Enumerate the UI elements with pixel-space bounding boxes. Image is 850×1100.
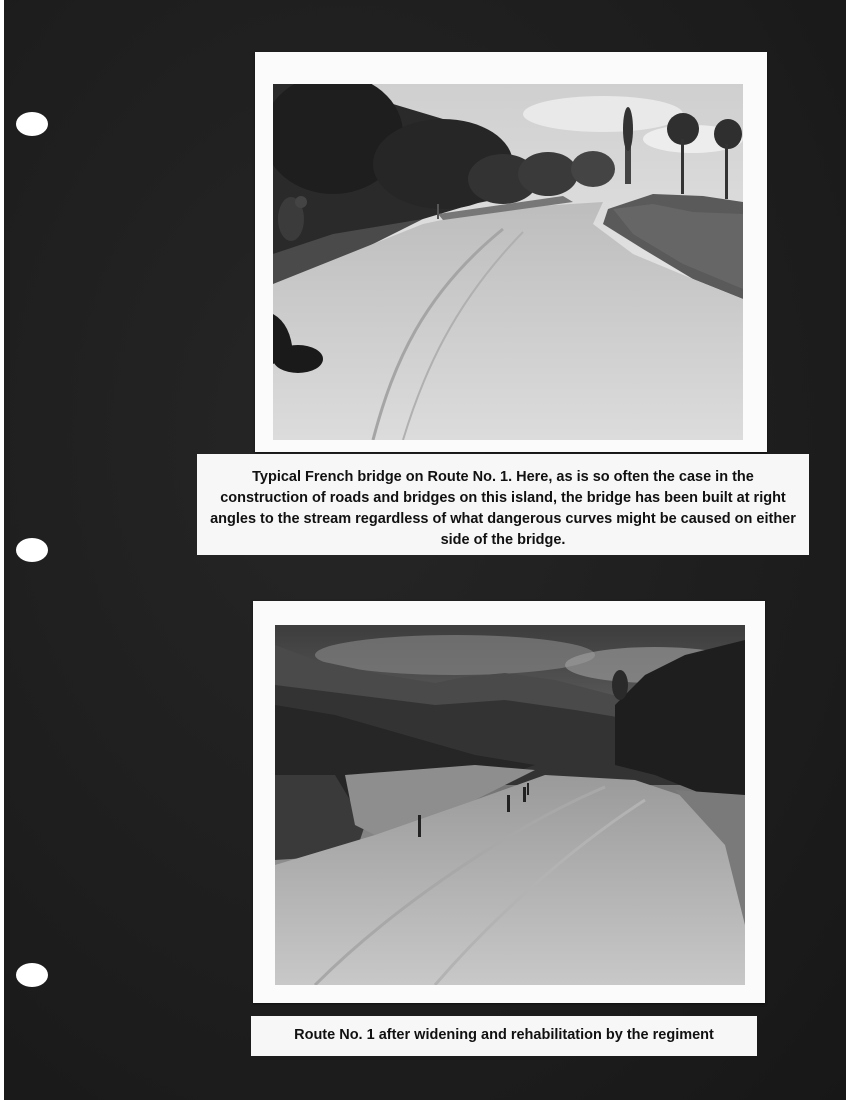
- photo-2-caption-text: Route No. 1 after widening and rehabilitation by the regiment: [294, 1027, 714, 1043]
- photo-1-caption-text: Typical French bridge on Route No. 1. Here, as is so often the case in the construction of roads and bridges on this island, the bridge has been built at right angles to the stream regardless of what dangerous curves might be caused on either side of the bridge.: [210, 469, 796, 548]
- photo-1-caption: [197, 454, 809, 555]
- punch-hole-middle: [16, 538, 48, 562]
- photo-2-mount: [253, 601, 765, 1003]
- photo-1-mount: [255, 52, 767, 452]
- photo-1-bridge-road: [273, 84, 743, 440]
- punch-hole-top: [16, 112, 48, 136]
- photo-2-caption: [251, 1016, 757, 1056]
- punch-hole-bottom: [16, 963, 48, 987]
- photo-2-widened-road: [275, 625, 745, 985]
